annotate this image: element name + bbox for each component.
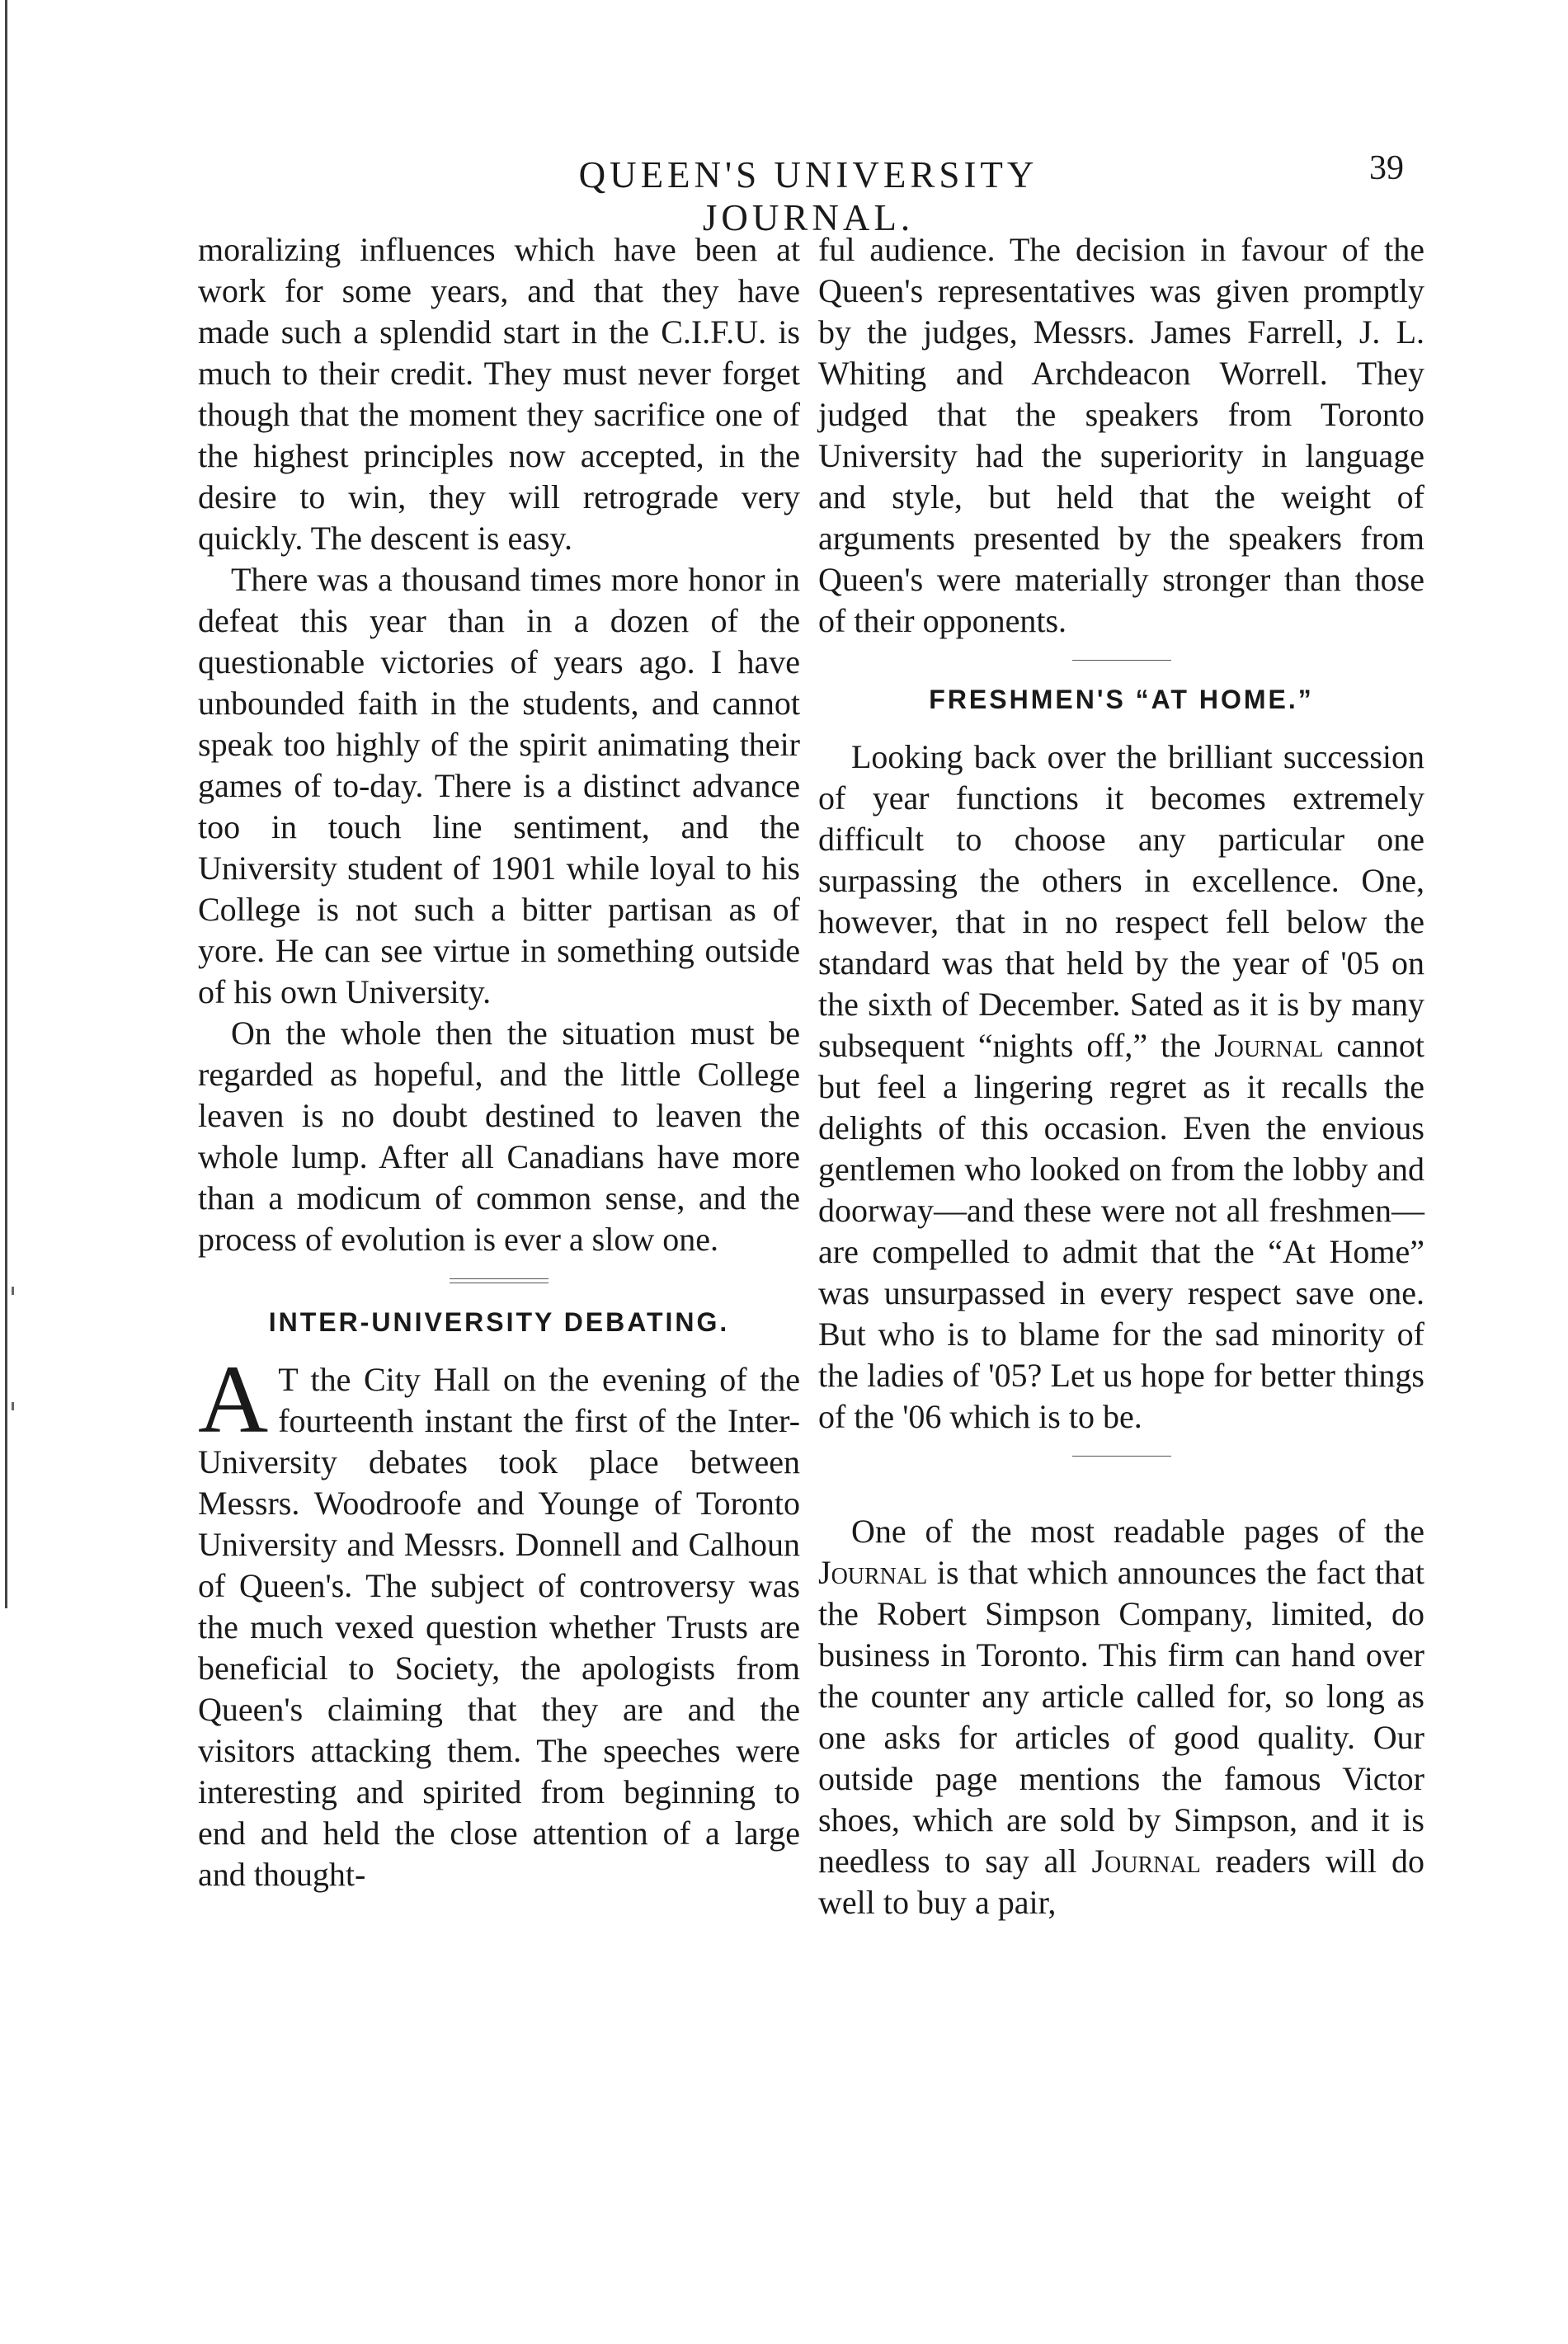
paragraph <box>818 737 1424 1438</box>
paragraph-text: readers will do well to buy a pair, <box>818 1843 1424 1921</box>
left-column <box>198 229 800 1895</box>
section-divider <box>1072 660 1171 661</box>
paragraph <box>818 1511 1424 1923</box>
paragraph-text: Looking back over the brilliant succession of year functions it becomes extremely difficult to choose any particular one surpassing the others in excellence. One, however, that in no respect fell below the standard was that held by the year of '05 on the sixth of December. Sated as it is by many subsequent “nights off,” the <box>818 738 1424 1064</box>
page-number: 39 <box>1369 149 1404 187</box>
paragraph-text: is that which announces the fact that the Robert Simpson Company, limited, do business in Toronto. This firm can hand over the counter any article called for, so long as one asks for articles of good quality. Our outside page mentions the famous Victor shoes, which are sold by Simpson, and it is needless to say all <box>818 1554 1424 1880</box>
page-edge-line <box>5 0 7 1608</box>
section-heading-debating: INTER-UNIVERSITY DEBATING. <box>268 1307 730 1337</box>
section-divider <box>450 1278 549 1283</box>
journal-name: Journal <box>818 1554 928 1591</box>
paragraph-text: T the City Hall on the evening of the fourteenth instant the first of the Inter-University debates took place between Messrs. Woodroofe and Younge of Toronto University and Messrs. Donnell and Calhoun of Queen's. The subject of controversy was the much vexed question whether Trusts are beneficial to Society, the apologists from Queen's claiming that they are and the visitors attacking them. The speeches were interesting and spirited from beginning to end and held the close attention of a large and thought- <box>198 1361 800 1893</box>
section-heading-freshmen: FRESHMEN'S “AT HOME.” <box>929 685 1314 714</box>
section-divider <box>1072 1456 1171 1457</box>
paragraph: moralizing influences which have been at work for some years, and that they have made such a splendid start in the C.I.F.U. is much to their credit. They must never forget though that the moment they sacrifice one of the highest principles now accepted, in the desire to win, they will retrograde very quickly. The descent is easy. <box>198 231 800 557</box>
paragraph <box>198 1345 800 1895</box>
paragraph-text: One of the most readable pages of the <box>851 1513 1424 1550</box>
journal-name: Journal <box>1214 1027 1324 1064</box>
journal-name: Journal <box>1091 1843 1201 1880</box>
paragraph: There was a thousand times more honor in defeat this year than in a dozen of the questionable victories of years ago. I have unbounded faith in the students, and cannot speak too highly of the spirit animating their games of to-day. There is a distinct advance too in touch line sentiment, and the University student of 1901 while loyal to his College is not such a bitter partisan as of yore. He can see virtue in something outside of his own University. <box>198 561 800 1010</box>
running-head: QUEEN'S UNIVERSITY JOURNAL. <box>578 154 1038 238</box>
paragraph: ful audience. The decision in favour of the Queen's representatives was given promptly by the judges, Messrs. James Farrell, J. L. Whiting and Archdeacon Worrell. They judged that the speakers from Toronto University had the superiority in language and style, but held that the weight of arguments presented by the speakers from Queen's were materially stronger than those of their opponents. <box>818 231 1424 639</box>
page-edge-speck <box>12 1287 14 1295</box>
drop-cap: A <box>198 1345 269 1453</box>
page-edge-speck <box>12 1402 14 1410</box>
paragraph-text: cannot but feel a lingering regret as it recalls the delights of this occasion. Even the envious gentlemen who looked on from the lobby and doorway—and these were not all freshmen—are compelled to admit that the “At Home” was unsurpassed in every respect save one. But who is to blame for the sad minority of the ladies of '05? Let us hope for better things of the '06 which is to be. <box>818 1027 1424 1435</box>
right-column <box>818 229 1424 1923</box>
paragraph: On the whole then the situation must be regarded as hopeful, and the little College leaven is no doubt destined to leaven the whole lump. After all Canadians have more than a modicum of common sense, and the process of evolution is ever a slow one. <box>198 1014 800 1258</box>
spacer <box>818 1475 1424 1511</box>
